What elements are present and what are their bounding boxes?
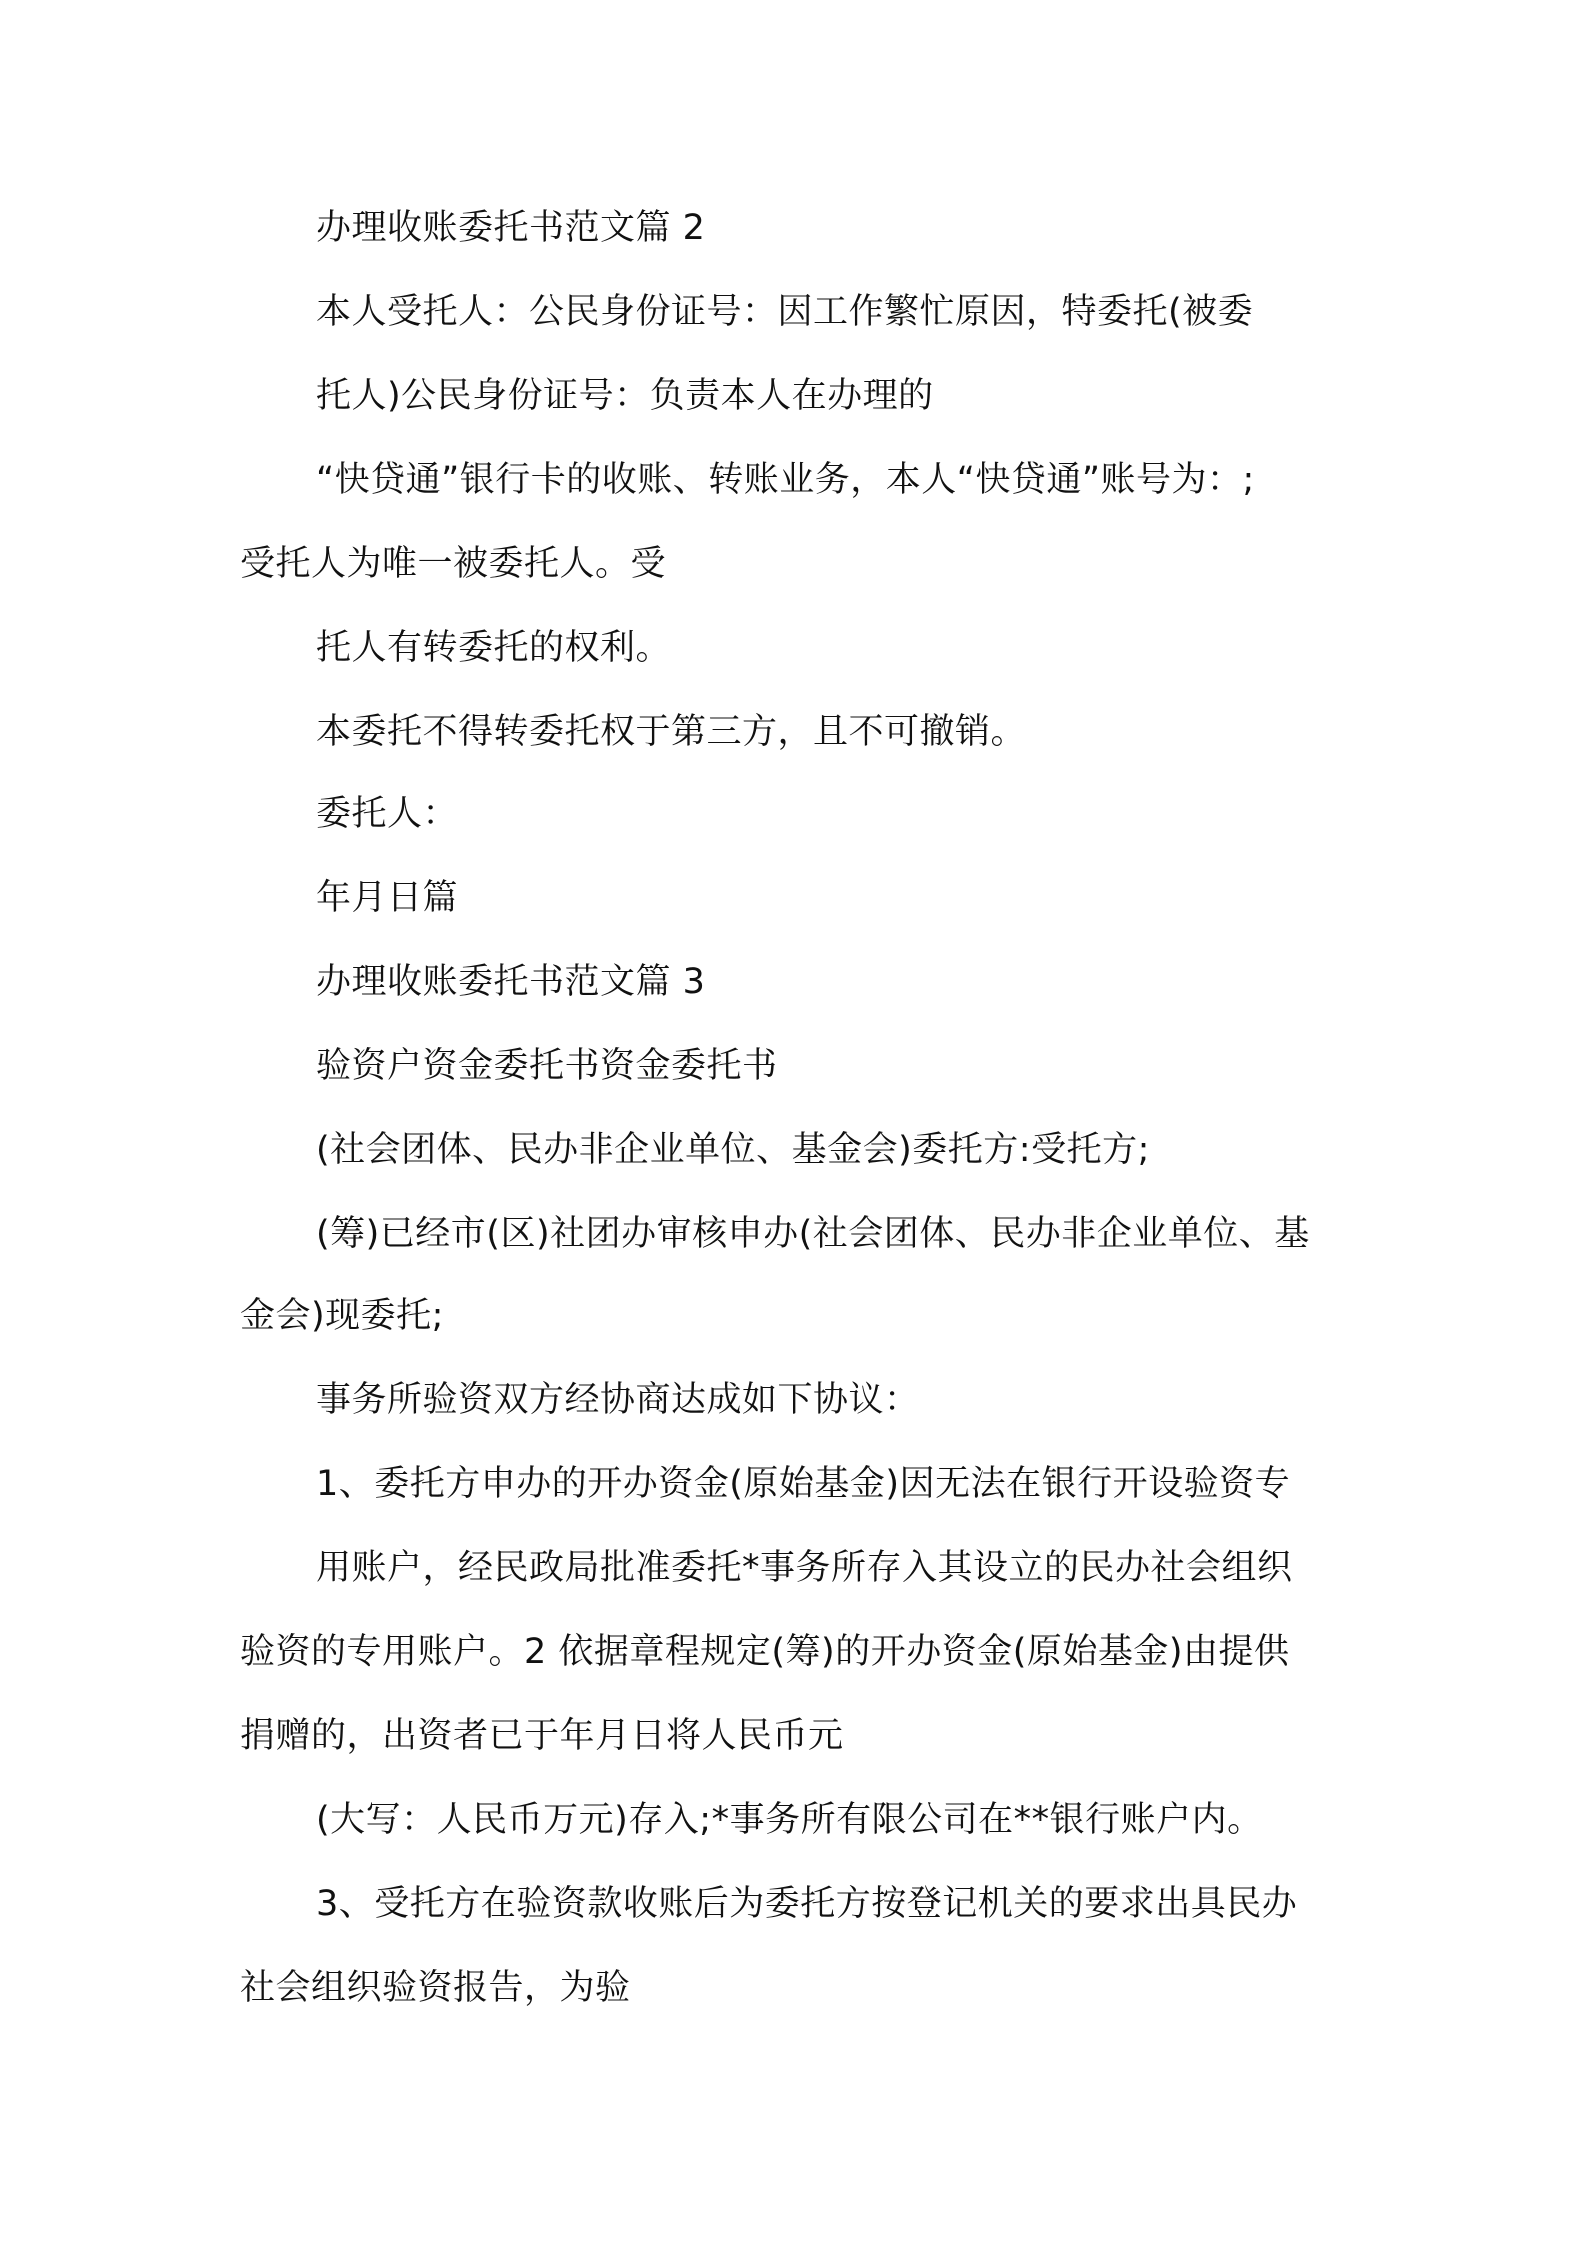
paragraph-line: “快贷通”银行卡的收账、转账业务，本人“快贷通”账号为：; — [316, 460, 1255, 500]
paragraph-line: 1、委托方申办的开办资金(原始基金)因无法在银行开设验资专 — [316, 1464, 1291, 1504]
paragraph-line: 捐赠的，出资者已于年月日将人民币元 — [240, 1716, 844, 1756]
paragraph-line: (社会团体、民办非企业单位、基金会)委托方:受托方; — [316, 1130, 1150, 1170]
signature-label: 委托人： — [316, 794, 459, 834]
paragraph-line: 托人有转委托的权利。 — [316, 628, 672, 668]
paragraph-line: (筹)已经市(区)社团办审核申办(社会团体、民办非企业单位、基 — [316, 1214, 1310, 1254]
section-heading-2: 办理收账委托书范文篇 2 — [316, 208, 706, 248]
paragraph-line: 事务所验资双方经协商达成如下协议： — [316, 1380, 920, 1420]
paragraph-line: 验资户资金委托书资金委托书 — [316, 1046, 778, 1086]
paragraph-line: 本人受托人：公民身份证号：因工作繁忙原因，特委托(被委 — [316, 292, 1254, 332]
paragraph-line: 托人)公民身份证号：负责本人在办理的 — [316, 376, 934, 416]
date-line: 年月日篇 — [316, 878, 459, 918]
paragraph-line: 受托人为唯一被委托人。受 — [240, 544, 667, 584]
paragraph-line: (大写：人民币万元)存入;*事务所有限公司在**银行账户内。 — [316, 1800, 1263, 1840]
paragraph-line: 验资的专用账户。2 依据章程规定(筹)的开办资金(原始基金)由提供 — [240, 1632, 1290, 1672]
paragraph-line: 社会组织验资报告，为验 — [240, 1968, 631, 2008]
section-heading-3: 办理收账委托书范文篇 3 — [316, 962, 706, 1002]
paragraph-line: 3、受托方在验资款收账后为委托方按登记机关的要求出具民办 — [316, 1884, 1298, 1924]
paragraph-line: 金会)现委托; — [240, 1296, 444, 1336]
paragraph-line: 用账户，经民政局批准委托*事务所存入其设立的民办社会组织 — [316, 1548, 1293, 1588]
paragraph-line: 本委托不得转委托权于第三方，且不可撤销。 — [316, 712, 1027, 752]
